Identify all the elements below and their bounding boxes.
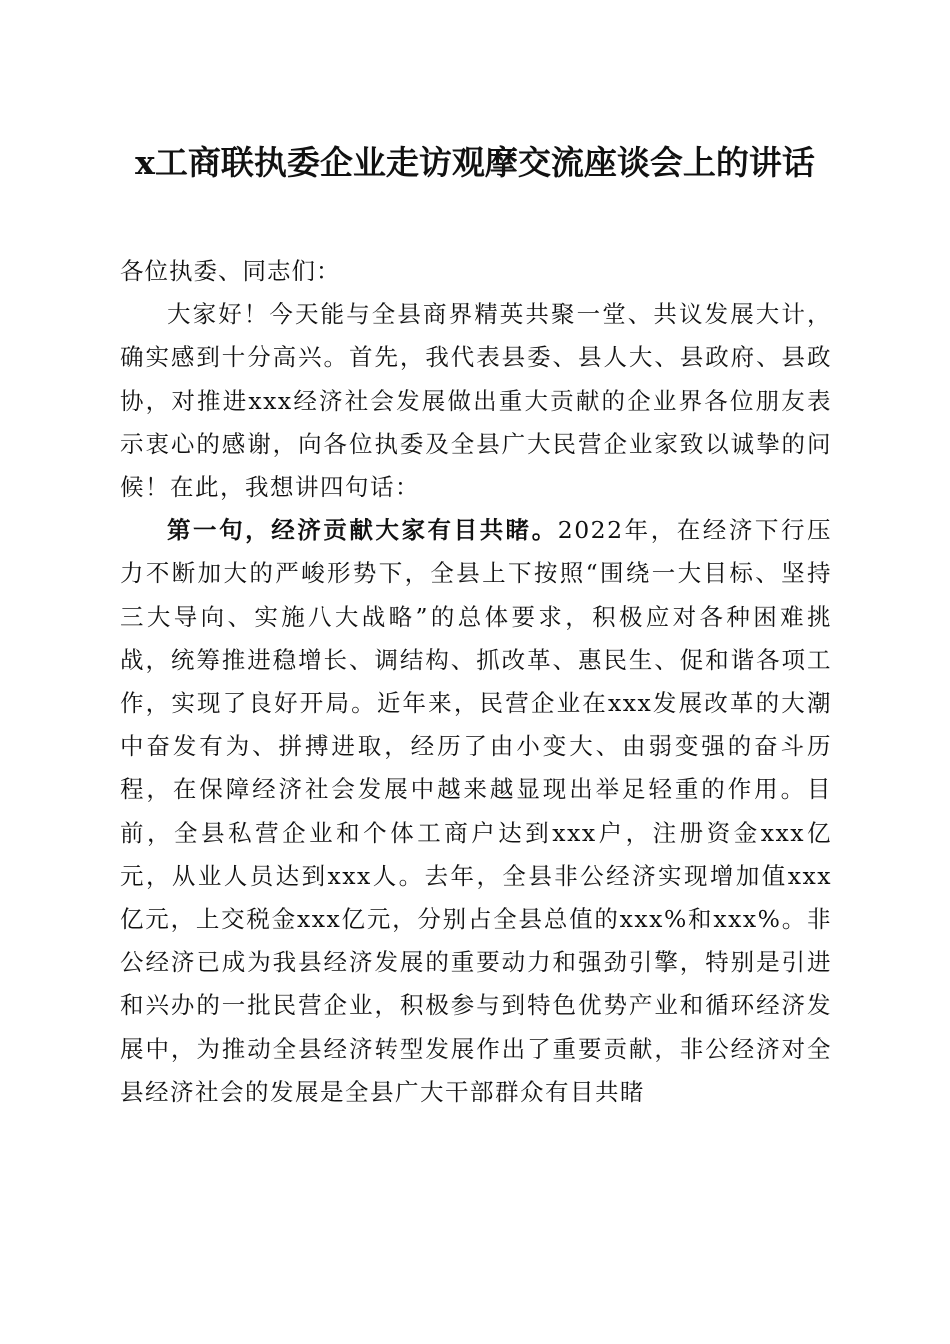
paragraph-lead-sentence: 第一句，经济贡献大家有目共睹。 bbox=[167, 516, 558, 545]
paragraph bbox=[120, 293, 832, 509]
paragraph-text: 大家好！今天能与全县商界精英共聚一堂、共议发展大计，确实感到十分高兴。首先，我代表县委、县人大、县政府、县政协，对推进xxx经济社会发展做出重大贡献的企业界各位朋友表示衷心的感谢，向各位执委及全县广大民营企业家致以诚挚的问候！在此，我想讲四句话： bbox=[120, 300, 832, 502]
salutation: 各位执委、同志们： bbox=[120, 257, 341, 285]
document-body bbox=[120, 250, 832, 1114]
paragraph bbox=[120, 509, 832, 1114]
paragraph-text: 2022年，在经济下行压力不断加大的严峻形势下，全县上下按照“围绕一大目标、坚持三大导向、实施八大战略”的总体要求，积极应对各种困难挑战，统筹推进稳增长、调结构、抓改革、惠民生、促和谐各项工作，实现了良好开局。近年来，民营企业在xxx发展改革的大潮中奋发有为、拼搏进取，经历了由小变大、由弱变强的奋斗历程，在保障经济社会发展中越来越显现出举足轻重的作用。目前，全县私营企业和个体工商户达到xxx户，注册资金xxx亿元，从业人员达到xxx人。去年，全县非公经济实现增加值xxx亿元，上交税金xxx亿元，分别占全县总值的xxx%和xxx%。非公经济已成为我县经济发展的重要动力和强劲引擎，特别是引进和兴办的一批民营企业，积极参与到特色优势产业和循环经济发展中，为推动全县经济转型发展作出了重要贡献，非公经济对全县经济社会的发展是全县广大干部群众有目共睹 bbox=[120, 516, 832, 1106]
document-title: x工商联执委企业走访观摩交流座谈会上的讲话 bbox=[135, 143, 815, 182]
